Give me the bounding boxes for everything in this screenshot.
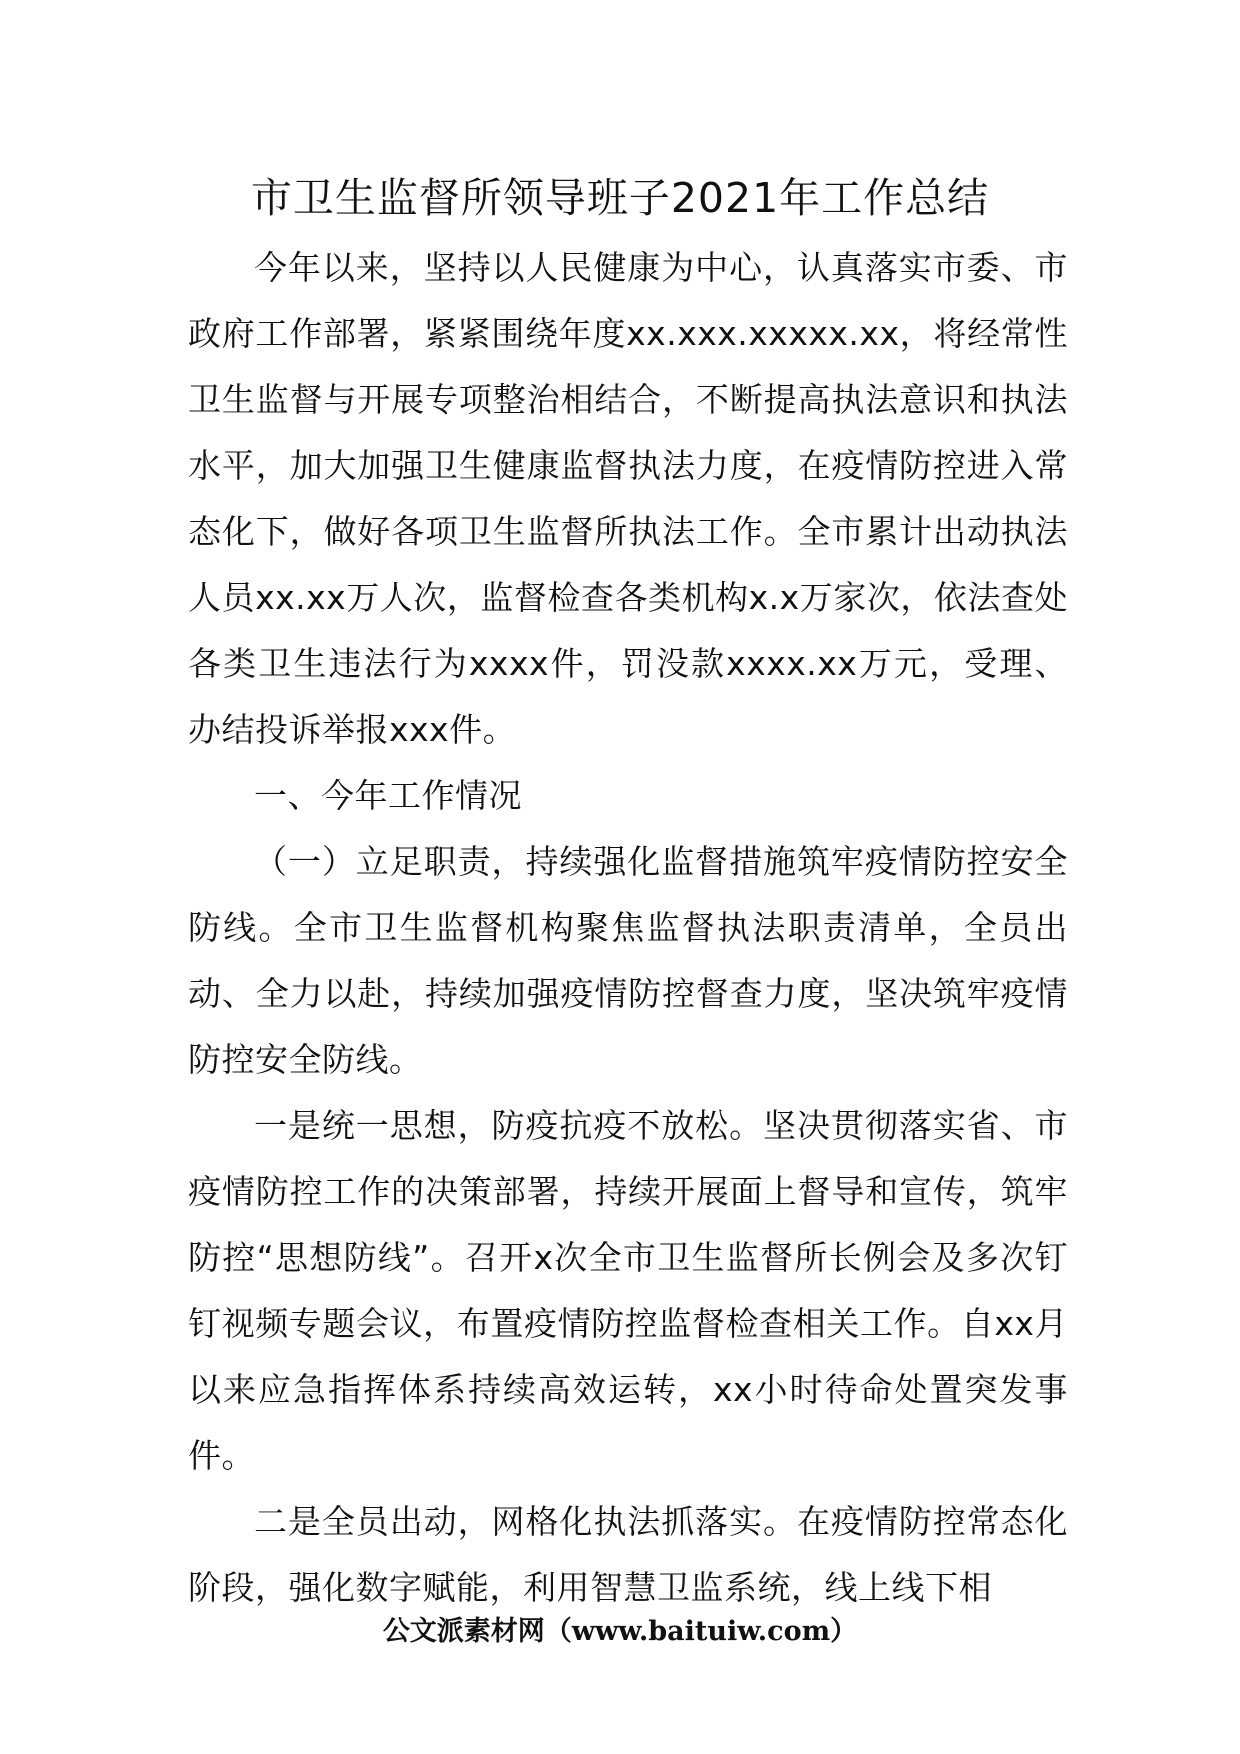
paragraph-point-1: 一是统一思想，防疫抗疫不放松。坚决贯彻落实省、市疫情防控工作的决策部署，持续开展面上督导和宣传，筑牢防控“思想防线”。召开x次全市卫生监督所长例会及多次钉钉视频专题会议，布置疫情防控监督检查相关工作。自xx月以来应急指挥体系持续高效运转，xx小时待命处置突发事件。 (188, 1106, 1068, 1475)
document-title: 市卫生监督所领导班子2021年工作总结 (250, 174, 990, 222)
paragraph-intro: 今年以来，坚持以人民健康为中心，认真落实市委、市政府工作部署，紧紧围绕年度xx.xxx.xxxxx.xx，将经常性卫生监督与开展专项整治相结合，不断提高执法意识和执法水平，加大加强卫生健康监督执法力度，在疫情防控进入常态化下，做好各项卫生监督所执法工作。全市累计出动执法人员xx.xx万人次，监督检查各类机构x.x万家次，依法查处各类卫生违法行为xxxx件，罚没款xxxx.xx万元，受理、办结投诉举报xxx件。 (188, 248, 1068, 749)
document-body (188, 235, 1068, 1621)
footer-watermark: 公文派素材网（www.baituiw.com） (382, 1616, 858, 1647)
paragraph-point-2: 二是全员出动，网格化执法抓落实。在疫情防控常态化阶段，强化数字赋能，利用智慧卫监系统，线上线下相 (188, 1502, 1068, 1607)
paragraph-subsection-1: （一）立足职责，持续强化监督措施筑牢疫情防控安全防线。全市卫生监督机构聚焦监督执法职责清单，全员出动、全力以赴，持续加强疫情防控督查力度，坚决筑牢疫情防控安全防线。 (188, 842, 1068, 1079)
section-heading: 一、今年工作情况 (254, 776, 522, 815)
